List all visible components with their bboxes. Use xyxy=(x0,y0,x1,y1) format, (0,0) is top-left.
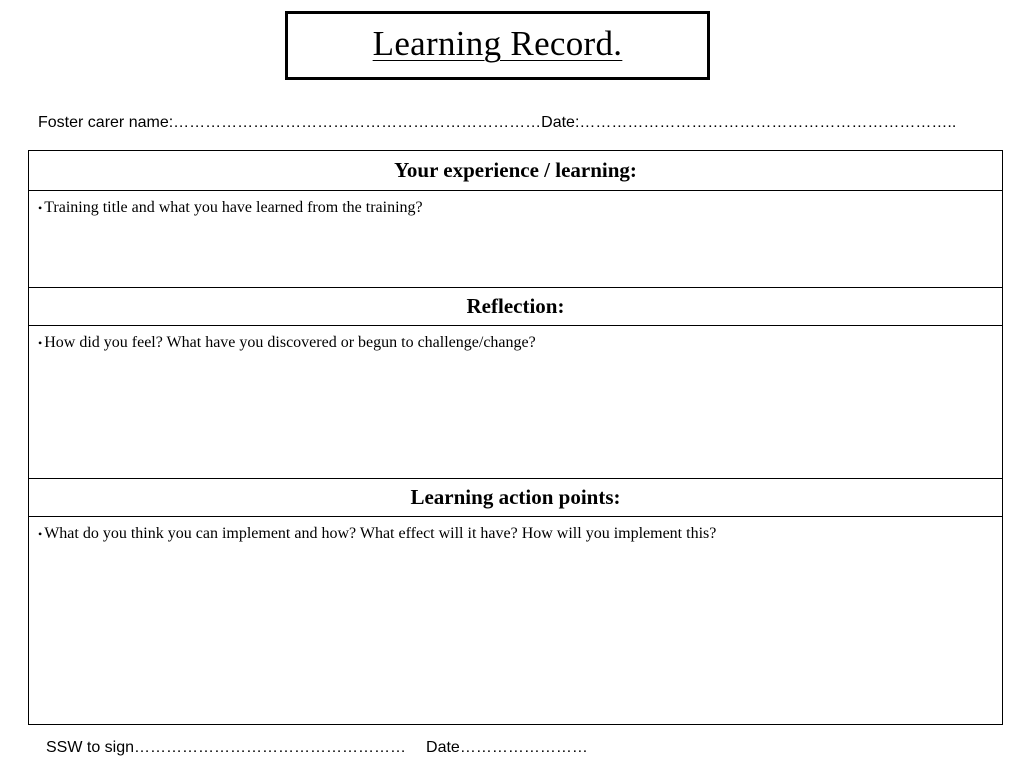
section-body-experience[interactable] xyxy=(29,191,1002,288)
section-header-reflection xyxy=(29,288,1002,326)
title-box xyxy=(285,11,710,80)
section-body-reflection[interactable] xyxy=(29,326,1002,479)
foster-carer-label: Foster carer name: xyxy=(38,114,174,131)
section-prompt xyxy=(38,333,1002,353)
section-header-action-points xyxy=(29,479,1002,517)
ssw-sign-field[interactable]: …………………………………………… xyxy=(134,739,407,756)
section-header-experience xyxy=(29,151,1002,191)
section-body-action-points[interactable] xyxy=(29,517,1002,724)
learning-record-table xyxy=(28,150,1003,725)
bullet-icon: • xyxy=(38,201,43,215)
section-heading: Your experience / learning: xyxy=(394,158,637,182)
page-title: Learning Record. xyxy=(372,23,623,63)
section-heading: Learning action points: xyxy=(410,485,621,509)
bullet-icon: • xyxy=(38,336,43,350)
section-prompt xyxy=(38,198,1002,218)
section-heading: Reflection: xyxy=(466,294,565,318)
prompt-text: Training title and what you have learned from the training? xyxy=(44,199,423,216)
ssw-sign-line xyxy=(46,739,588,757)
foster-carer-line xyxy=(38,114,956,132)
bullet-icon: • xyxy=(38,527,43,541)
section-prompt xyxy=(38,524,1002,544)
foster-carer-field[interactable]: …………………………………………………………… xyxy=(173,114,542,131)
prompt-text: How did you feel? What have you discovered or begun to challenge/change? xyxy=(44,334,536,351)
prompt-text: What do you think you can implement and how? What effect will it have? How will you implement this? xyxy=(44,525,717,542)
ssw-sign-label: SSW to sign xyxy=(46,739,135,756)
footer-date-field[interactable]: …………………… xyxy=(459,739,588,756)
footer-date-label: Date xyxy=(426,739,460,756)
date-field[interactable]: …………………………………………………………….. xyxy=(579,114,957,131)
date-label: Date: xyxy=(541,114,580,131)
